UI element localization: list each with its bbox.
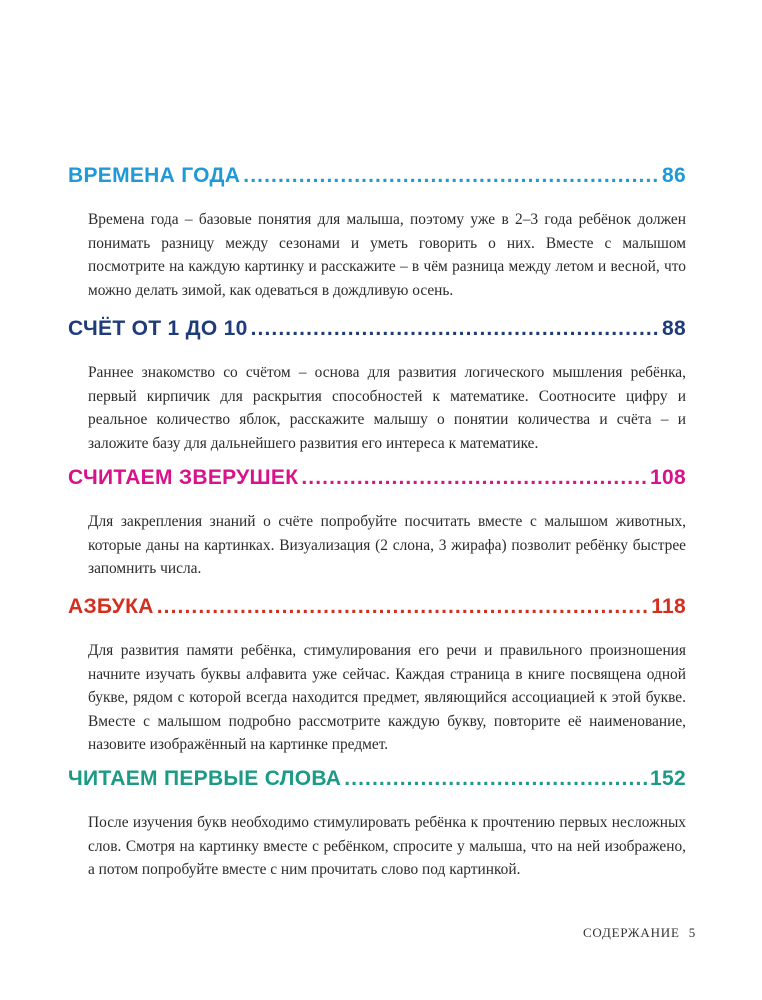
toc-description: Раннее знакомство со счётом – основа для развития логического мышления ребёнка, первый кирпичик для раскрытия способностей к математике. Соотносите цифру и реальное количество яблок, расскажите малышу о понятии количества и счёта – и заложите базу для дальнейшего развития его интереса к математике. [88, 364, 686, 452]
toc-entry-alphabet [68, 594, 686, 757]
toc-entry-animals [68, 465, 686, 581]
toc-page-number: 118 [651, 595, 686, 618]
toc-description: После изучения букв необходимо стимулировать ребёнка к прочтению первых несложных слов. Смотря на картинку вместе с ребёнком, спросите у малыша, что на ней изображено, а потом попробуйте вместе с ним прочитать слово под картинкой. [88, 814, 686, 878]
toc-heading-counting[interactable] [68, 316, 686, 342]
toc-page-number: 152 [650, 767, 686, 790]
footer-section-label: СОДЕРЖАНИЕ [582, 925, 680, 940]
toc-leader-dots [243, 163, 659, 189]
toc-description: Для закрепления знаний о счёте попробуйте посчитать вместе с малышом животных, которые даны на картинках. Визуализация (2 слона, 3 жирафа) позволит ребёнку быстрее запомнить числа. [88, 513, 686, 577]
toc-description: Для развития памяти ребёнка, стимулирования его речи и правильного произношения начните изучать буквы алфавита уже сейчас. Каждая страница в книге посвящена одной букве, рядом с которой всегда находится предмет, являющийся ассоциацией к этой букве. Вместе с малышом подробно рассмотрите каждую букву, повторите её наименование, назовите изображённый на картинке предмет. [88, 642, 686, 753]
toc-title: СЧЁТ ОТ 1 ДО 10 [68, 317, 248, 340]
toc-leader-dots [301, 465, 647, 491]
toc-page-number: 86 [662, 164, 686, 187]
toc-page-number: 88 [662, 317, 686, 340]
toc-heading-alphabet[interactable] [68, 594, 686, 620]
toc-description: Времена года – базовые понятия для малыша, поэтому уже в 2–3 года ребёнок должен понимать разницу между сезонами и уметь говорить о них. Вместе с малышом посмотрите на каждую картинку и расскажите – в чём разница между летом и весной, что можно делать зимой, как одеваться в дождливую осень. [88, 211, 686, 299]
footer-page-number: 5 [688, 925, 696, 940]
toc-title: ЧИТАЕМ ПЕРВЫЕ СЛОВА [68, 767, 342, 790]
toc-leader-dots [344, 766, 647, 792]
toc-title: АЗБУКА [68, 595, 154, 618]
toc-title: ВРЕМЕНА ГОДА [68, 164, 241, 187]
toc-page-number: 108 [650, 466, 686, 489]
toc-entry-seasons [68, 163, 686, 302]
page-footer [583, 925, 696, 941]
toc-entry-first-words [68, 766, 686, 882]
toc-title: СЧИТАЕМ ЗВЕРУШЕК [68, 466, 299, 489]
toc-heading-animals[interactable] [68, 465, 686, 491]
toc-heading-seasons[interactable] [68, 163, 686, 189]
toc-heading-first-words[interactable] [68, 766, 686, 792]
toc-leader-dots [157, 594, 648, 620]
toc-entry-counting [68, 316, 686, 455]
toc-leader-dots [251, 316, 659, 342]
